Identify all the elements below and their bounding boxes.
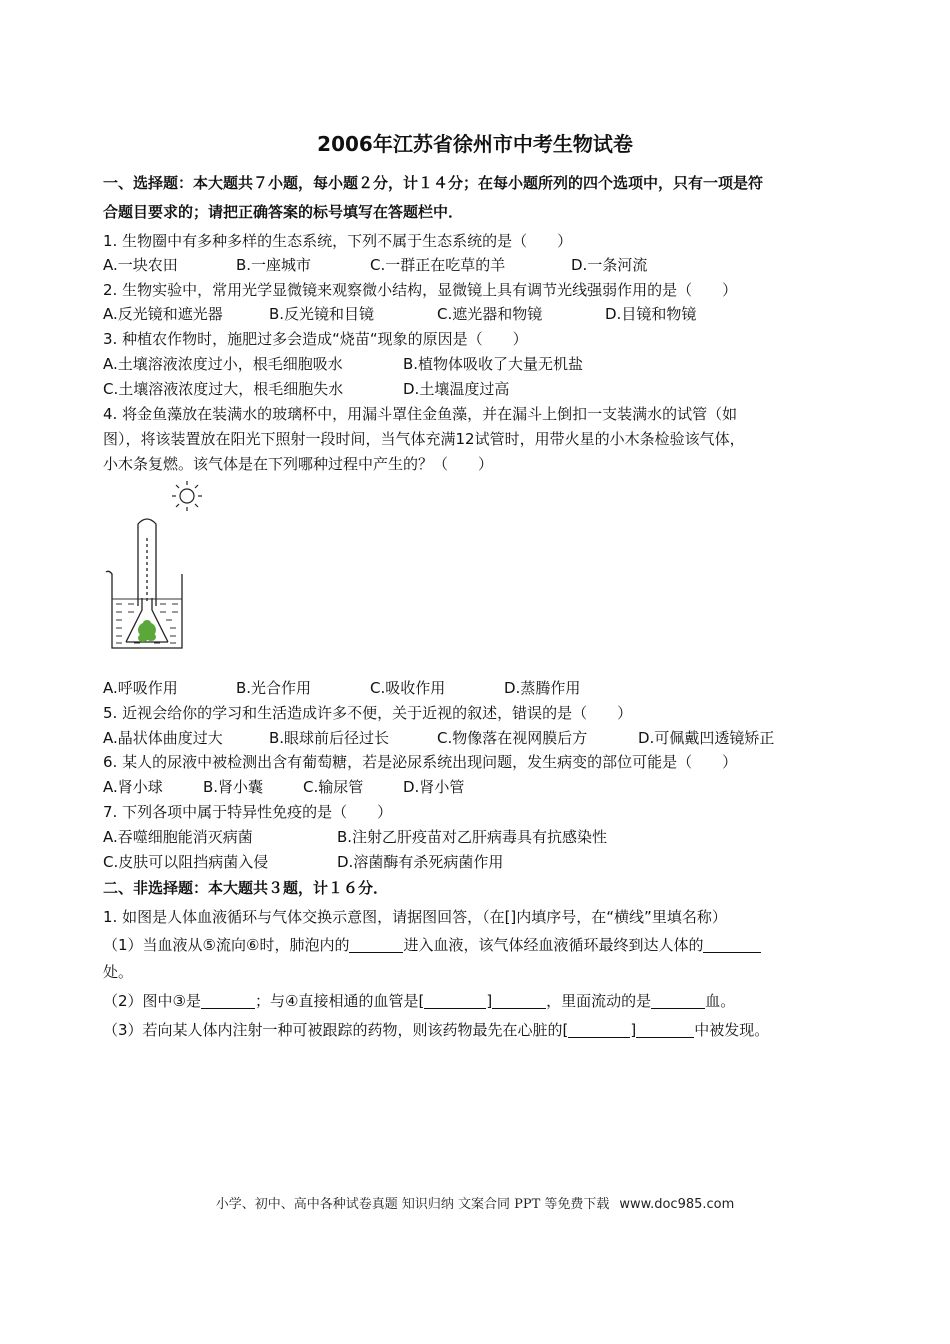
q4-apparatus-figure: [104, 478, 216, 656]
footer-text: 小学、初中、高中各种试卷真题 知识归纳 文案合同 PPT 等免费下载: [215, 1197, 610, 1212]
s2-part3: [103, 1019, 769, 1040]
s2-part2-text-d: ，里面流动的是: [546, 992, 652, 1010]
page-title: 2006年江苏省徐州市中考生物试卷: [317, 132, 633, 156]
test-tube-icon: [138, 519, 156, 606]
s2-part2-text-a: （2）图中③是: [103, 992, 201, 1010]
s2-part1-text-b: 进入血液，该气体经血液循环最终到达人体的: [403, 936, 704, 954]
q5-option-d: D.可佩戴凹透镜矫正: [638, 729, 775, 747]
q1-option-a: A.一块农田: [103, 256, 178, 274]
answer-blank[interactable]: [424, 992, 486, 1009]
plant-icon: [138, 620, 156, 642]
q2-option-d: D.目镜和物镜: [605, 305, 697, 323]
s2-part2: [103, 990, 735, 1011]
s2-part1-line1: [103, 934, 761, 955]
q7-option-d: D.溶菌酶有杀死病菌作用: [337, 853, 504, 871]
s2-part2-text-b: ；与④直接相通的血管是[: [255, 992, 425, 1010]
s2-part2-text-e: 血。: [705, 992, 736, 1010]
s2-q1-stem: 1. 如图是人体血液循环与气体交换示意图，请据图回答，（在[]内填序号，在“横线”里填名称）: [103, 908, 727, 926]
q4-option-d: D.蒸腾作用: [504, 679, 581, 697]
q7-stem: 7. 下列各项中属于特异性免疫的是（ ）: [103, 803, 393, 821]
q6-option-b: B.肾小囊: [203, 778, 264, 796]
answer-blank[interactable]: [636, 1021, 694, 1038]
q4-option-b: B.光合作用: [236, 679, 312, 697]
q1-stem: 1. 生物圈中有多种多样的生态系统，下列不属于生态系统的是（ ）: [103, 232, 573, 250]
q6-option-d: D.肾小管: [403, 778, 465, 796]
q7-option-c: C.皮肤可以阻挡病菌入侵: [103, 853, 269, 871]
q5-option-c: C.物像落在视网膜后方: [437, 729, 588, 747]
answer-blank[interactable]: [568, 1021, 630, 1038]
section2-heading: 二、非选择题：本大题共３题，计１６分．: [103, 879, 389, 897]
q1-option-d: D.一条河流: [571, 256, 648, 274]
answer-blank[interactable]: [651, 992, 705, 1009]
q4-stem-line2: 图），将该装置放在阳光下照射一段时间，当气体充满12试管时，用带火星的小木条检验该气体，: [103, 430, 745, 448]
q5-stem: 5. 近视会给你的学习和生活造成许多不便，关于近视的叙述，错误的是（ ）: [103, 704, 633, 722]
answer-blank[interactable]: [201, 992, 255, 1009]
q3-option-d: D.土壤温度过高: [403, 380, 510, 398]
s2-part1-text-a: （1）当血液从⑤流向⑥时，肺泡内的: [103, 936, 350, 954]
q1-option-b: B.一座城市: [236, 256, 312, 274]
q3-option-c: C.土壤溶液浓度过大，根毛细胞失水: [103, 380, 344, 398]
section1-heading-line1: 一、选择题：本大题共７小题，每小题２分，计１４分；在每小题所列的四个选项中，只有一项是符: [103, 174, 764, 192]
answer-blank[interactable]: [492, 992, 546, 1009]
q4-option-c: C.吸收作用: [370, 679, 446, 697]
answer-blank[interactable]: [349, 936, 403, 953]
q5-option-a: A.晶状体曲度过大: [103, 729, 223, 747]
q2-option-a: A.反光镜和遮光器: [103, 305, 223, 323]
q7-option-b: B.注射乙肝疫苗对乙肝病毒具有抗感染性: [337, 828, 608, 846]
q4-stem-line3: 小木条复燃。该气体是在下列哪种过程中产生的？（ ）: [103, 455, 494, 473]
s2-part3-text-c: 中被发现。: [694, 1021, 770, 1039]
q3-option-a: A.土壤溶液浓度过小，根毛细胞吸水: [103, 355, 343, 373]
q2-option-b: B.反光镜和目镜: [269, 305, 375, 323]
q5-option-b: B.眼球前后径过长: [269, 729, 390, 747]
q4-option-a: A.呼吸作用: [103, 679, 178, 697]
s2-part3-text-a: （3）若向某人体内注射一种可被跟踪的药物，则该药物最先在心脏的[: [103, 1021, 569, 1039]
section1-heading-line2: 合题目要求的；请把正确答案的标号填写在答题栏中．: [103, 203, 464, 221]
s2-part1-line2: 处。: [103, 963, 134, 981]
q7-option-a: A.吞噬细胞能消灭病菌: [103, 828, 253, 846]
q2-option-c: C.遮光器和物镜: [437, 305, 543, 323]
q6-option-a: A.肾小球: [103, 778, 163, 796]
s2-part3-text-b: ]: [630, 1021, 637, 1039]
page-footer: [0, 1193, 950, 1212]
q6-stem: 6. 某人的尿液中被检测出含有葡萄糖，若是泌尿系统出现问题，发生病变的部位可能是（ ）: [103, 753, 738, 771]
s2-part2-text-c: ]: [486, 992, 493, 1010]
q3-option-b: B.植物体吸收了大量无机盐: [403, 355, 584, 373]
q2-stem: 2. 生物实验中，常用光学显微镜来观察微小结构，显微镜上具有调节光线强弱作用的是（ ）: [103, 281, 738, 299]
footer-link[interactable]: www.doc985.com: [619, 1197, 735, 1212]
q6-option-c: C.输尿管: [303, 778, 364, 796]
q3-stem: 3. 种植农作物时，施肥过多会造成“烧苗“现象的原因是（ ）: [103, 330, 528, 348]
answer-blank[interactable]: [703, 936, 761, 953]
sun-icon: [172, 481, 202, 511]
q1-option-c: C.一群正在吃草的羊: [370, 256, 506, 274]
q4-stem-line1: 4. 将金鱼藻放在装满水的玻璃杯中，用漏斗罩住金鱼藻，并在漏斗上倒扣一支装满水的试管（如: [103, 405, 738, 423]
